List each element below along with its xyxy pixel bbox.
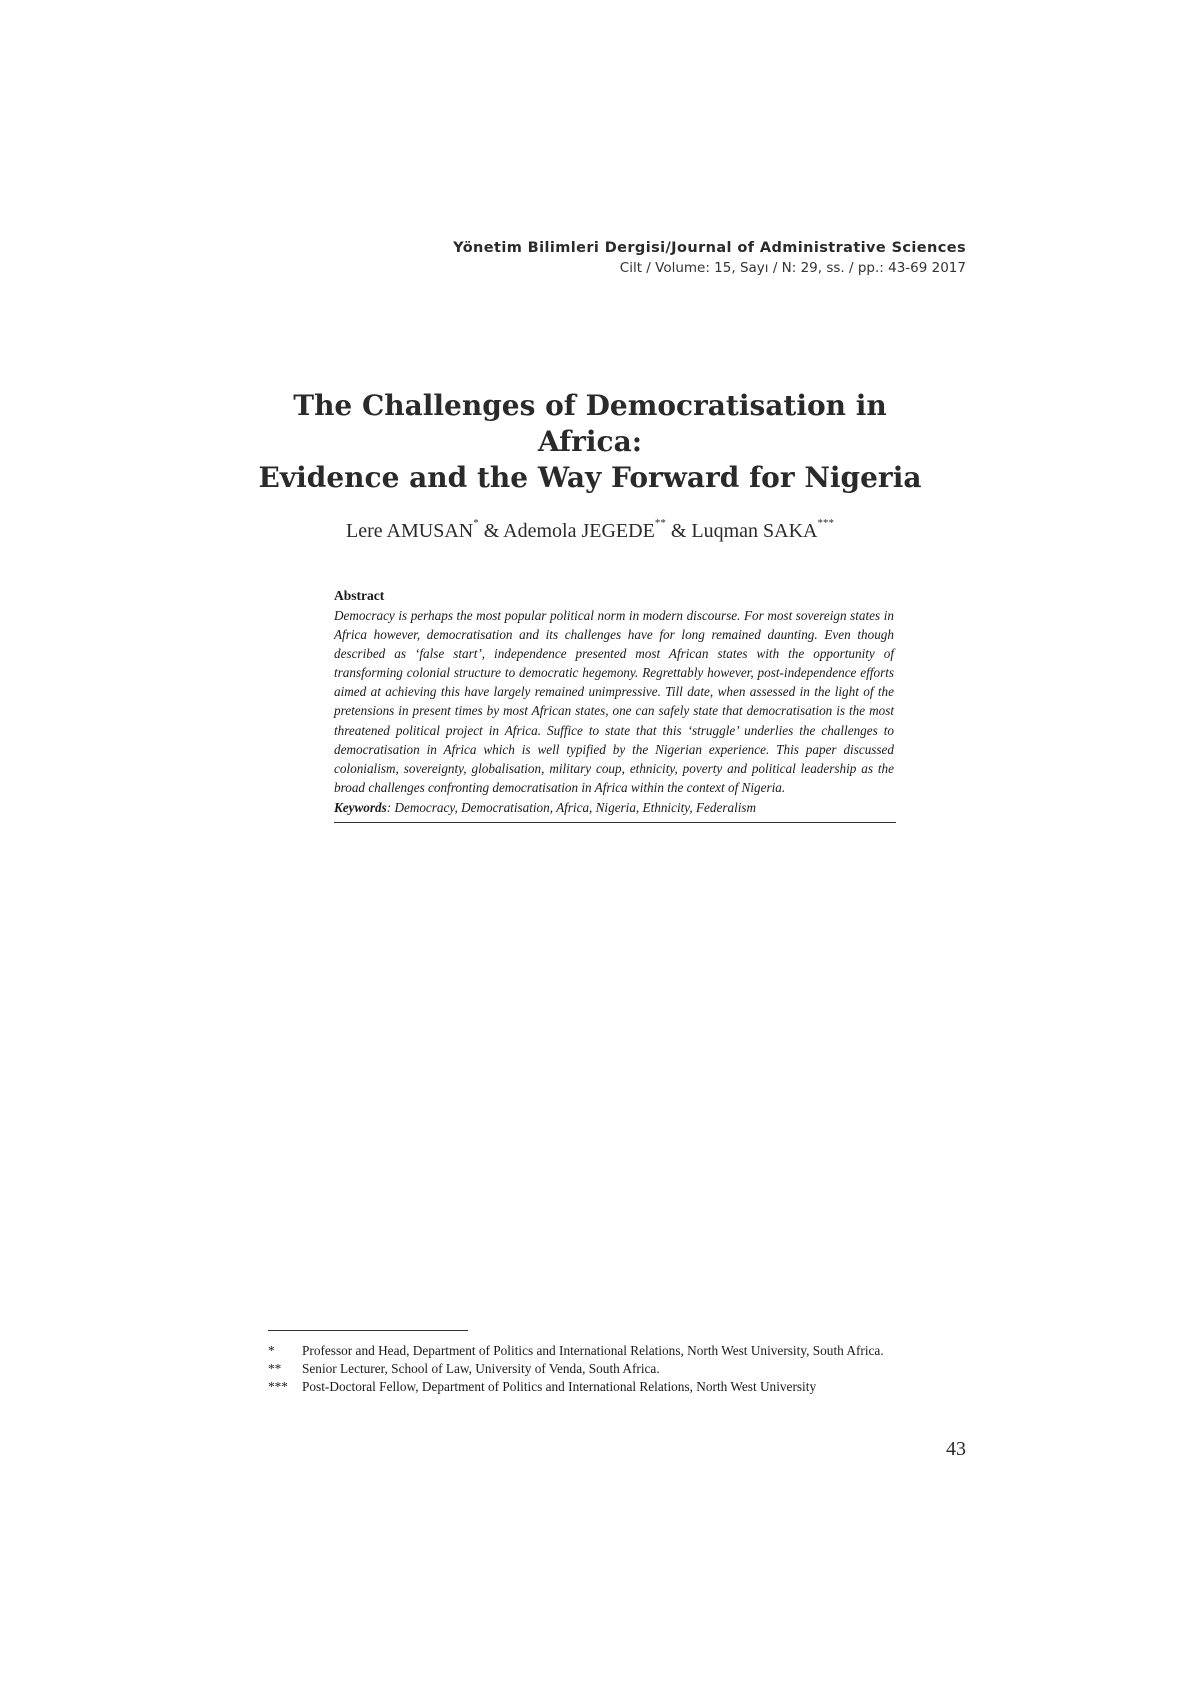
journal-header: [453, 240, 966, 276]
footnote-marker: *: [268, 1343, 275, 1358]
keywords-label: Keywords: [334, 799, 387, 815]
footnote-marker: ***: [268, 1379, 288, 1394]
abstract-divider: [334, 822, 896, 823]
author-list: [250, 517, 930, 543]
footnote: [268, 1360, 966, 1377]
keywords-line: [334, 800, 894, 816]
author-marker: *: [473, 517, 479, 530]
footnote-text: Senior Lecturer, School of Law, University of Venda, South Africa.: [302, 1361, 660, 1376]
footnote: [268, 1378, 966, 1395]
journal-volume-info: Cilt / Volume: 15, Sayı / N: 29, ss. / pp.: 43-69 2017: [619, 260, 966, 276]
paper-title-line-2: Evidence and the Way Forward for Nigeria: [258, 461, 922, 494]
keywords-list: : Democracy, Democratisation, Africa, Nigeria, Ethnicity, Federalism: [386, 799, 757, 815]
abstract-heading: Abstract: [334, 588, 385, 603]
author-marker: **: [654, 517, 666, 530]
footnote-marker: **: [268, 1361, 282, 1376]
abstract-block: [334, 588, 894, 823]
footnote: [268, 1342, 966, 1359]
journal-name: Yönetim Bilimleri Dergisi/Journal of Administrative Sciences: [453, 240, 966, 256]
footnote-text: Professor and Head, Department of Politics and International Relations, North West University, South Africa.: [302, 1343, 884, 1358]
page-number: 43: [946, 1438, 966, 1460]
paper-title-line-1: The Challenges of Democratisation in Africa:: [293, 389, 887, 458]
author-separator: &: [665, 520, 692, 542]
paper-title: [250, 388, 930, 496]
author-marker: ***: [817, 517, 834, 530]
author-name: Lere AMUSAN: [346, 520, 474, 542]
author-separator: &: [478, 520, 504, 542]
abstract-text: Democracy is perhaps the most popular political norm in modern discourse. For most sovereign states in Africa however, democratisation and its challenges have for long remained daunting. Even though described as ‘false start’, independence presented most African states with the opportunity of transforming colonial structure to democratic hegemony. Regrettably however, post-independence efforts aimed at achieving this have largely remained unimpressive. Till date, when assessed in the light of the pretensions in present times by most African states, one can safely state that democratisation is the most threatened political project in Africa. Suffice to state that this ‘struggle’ underlies the challenges to democratisation in Africa which is well typified by the Nigerian experience. This paper discussed colonialism, sovereignty, globalisation, military coup, ethnicity, poverty and political leadership as the broad challenges confronting democratisation in Africa within the context of Nigeria.: [334, 608, 894, 795]
footnote-divider: [268, 1330, 468, 1331]
author-name: Ademola JEGEDE: [503, 520, 655, 542]
footnote-text: Post-Doctoral Fellow, Department of Politics and International Relations, North West University: [302, 1379, 817, 1394]
footnotes: [268, 1342, 966, 1396]
author-name: Luqman SAKA: [691, 520, 818, 542]
